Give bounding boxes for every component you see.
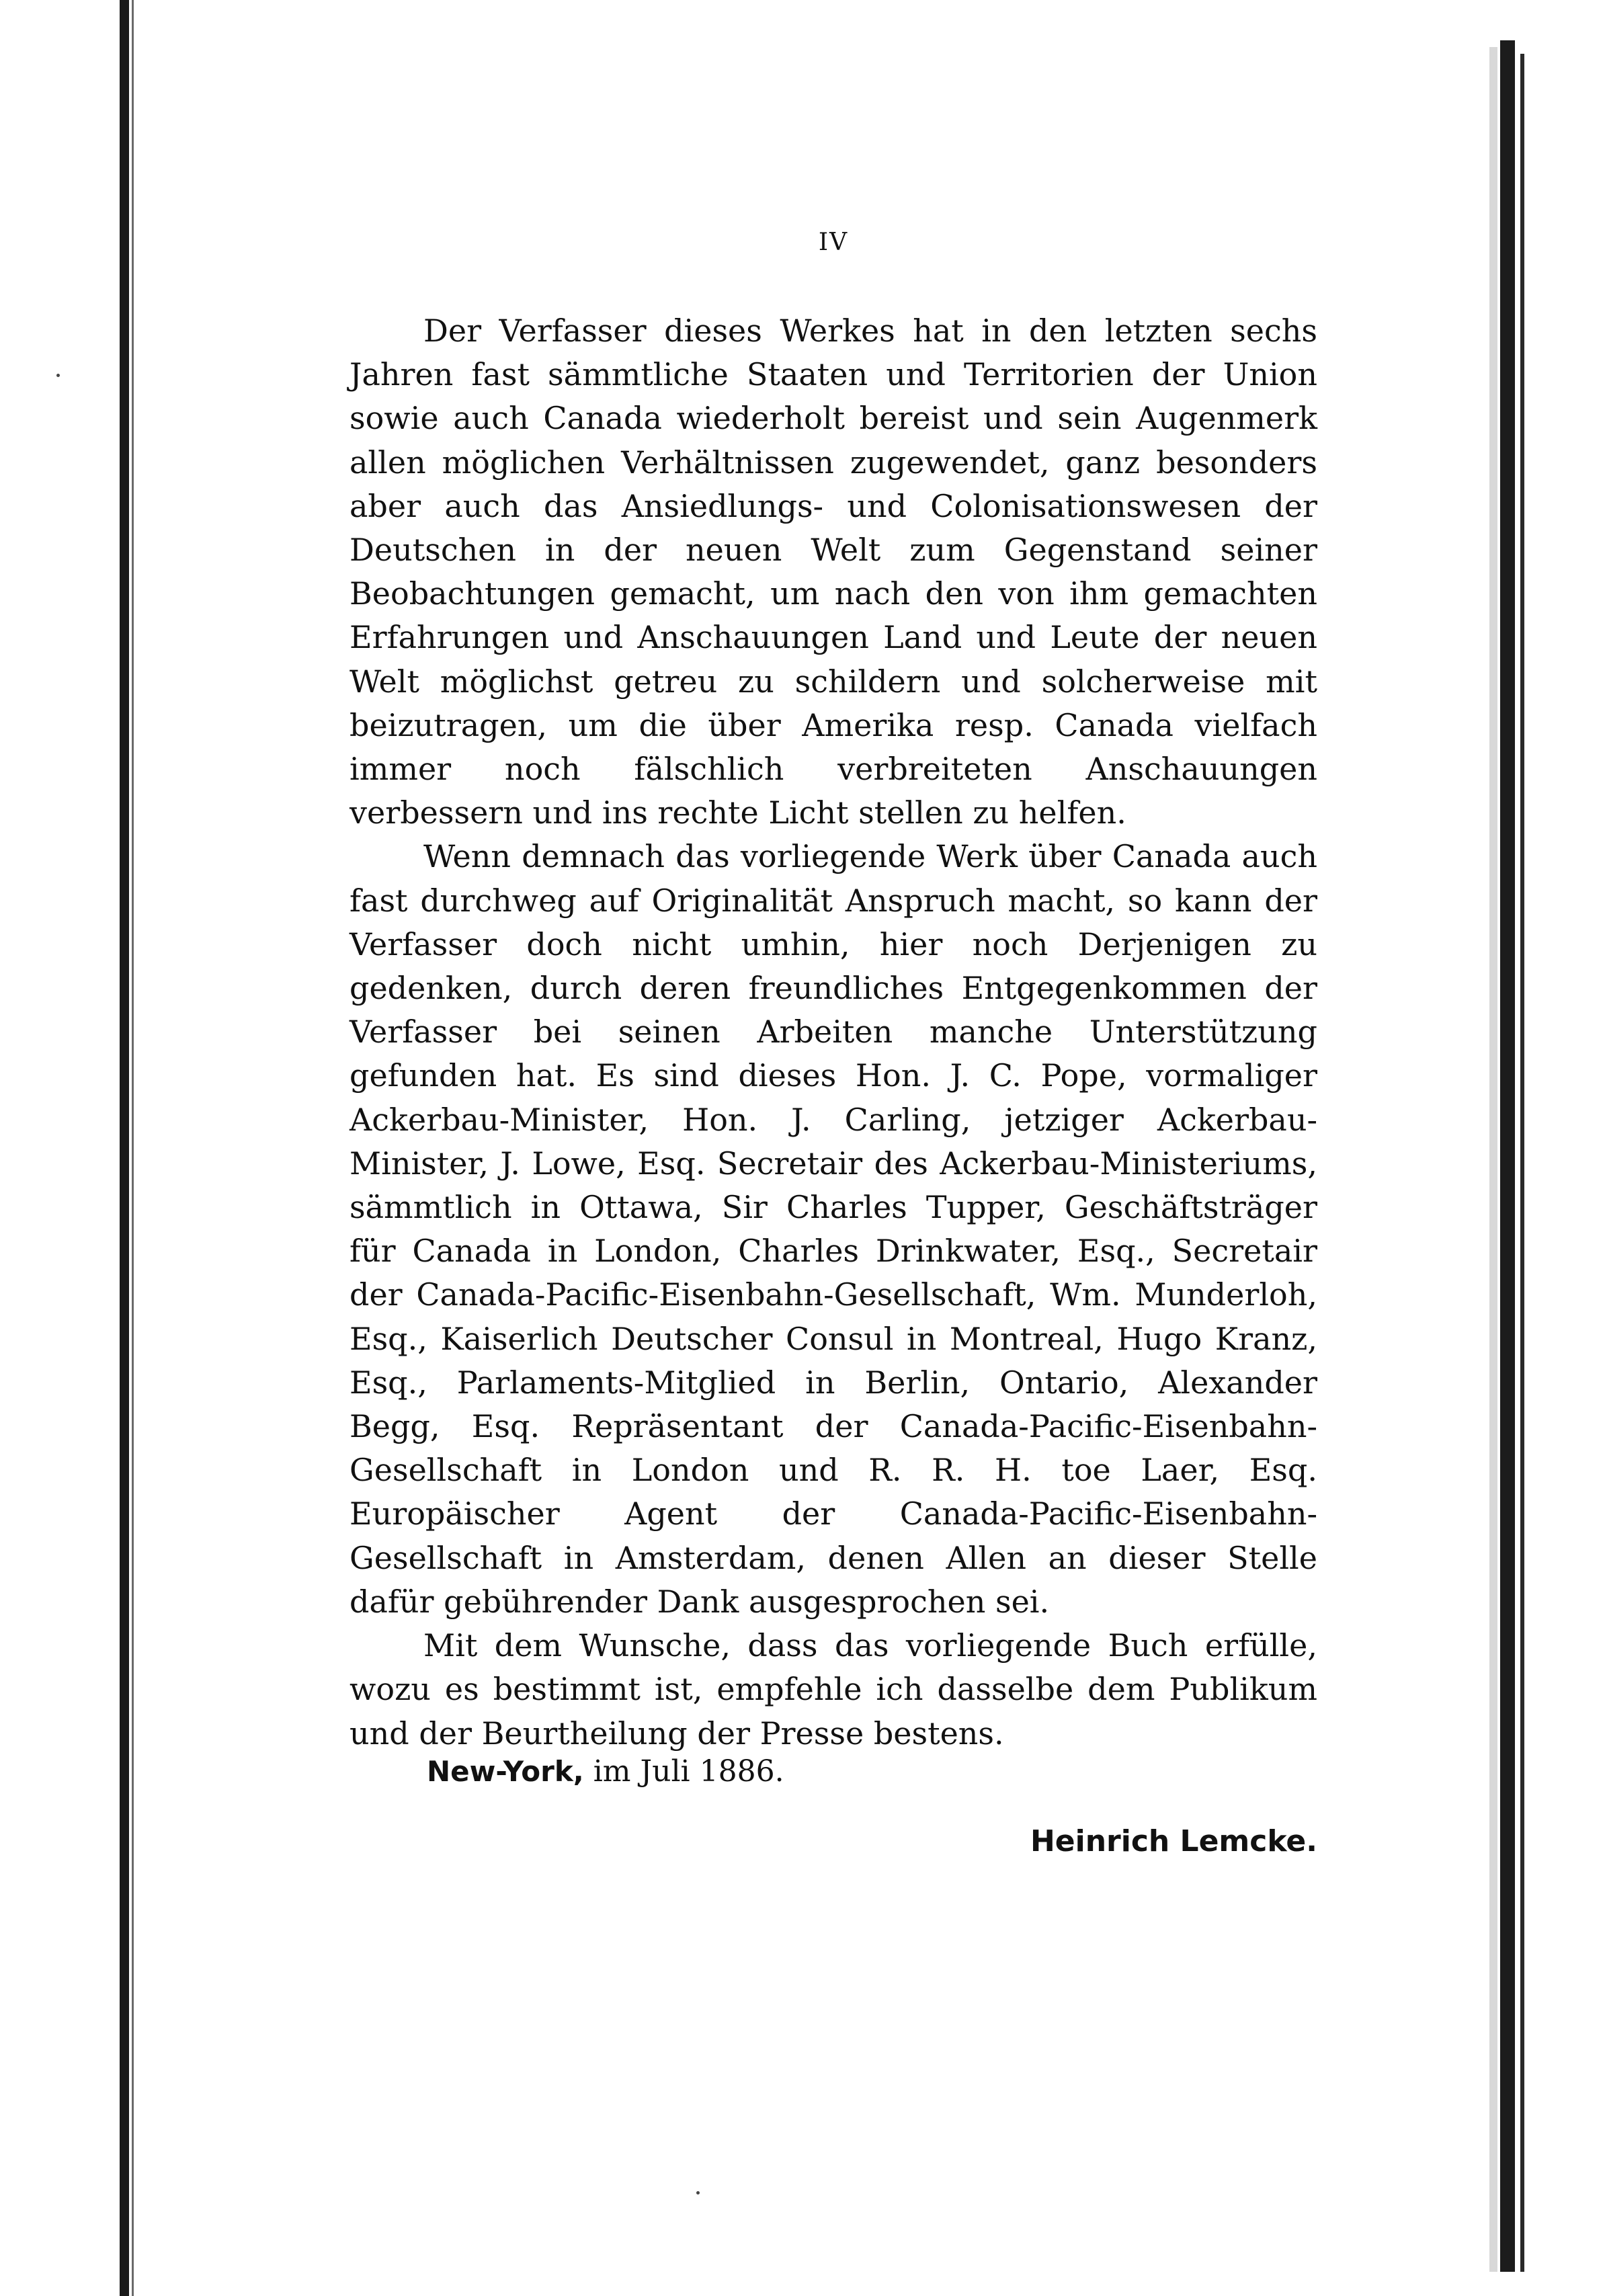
date-text: im Juli 1886. bbox=[593, 1754, 784, 1789]
body-text bbox=[349, 309, 1317, 1756]
left-binding-shadow bbox=[132, 0, 134, 2296]
left-binding-edge bbox=[120, 0, 129, 2296]
scan-speck bbox=[696, 2191, 700, 2195]
right-page-outer-edge bbox=[1520, 54, 1524, 2272]
page-content bbox=[349, 229, 1317, 1976]
right-page-shade bbox=[1489, 47, 1497, 2272]
right-page-edge bbox=[1500, 40, 1515, 2272]
page-number: IV bbox=[818, 229, 849, 256]
author-signature: Heinrich Lemcke. bbox=[1030, 1824, 1317, 1858]
paragraph-3: Mit dem Wunsche, dass das vorliegende Buch erfülle, wozu es bestimmt ist, empfehle ich dasselbe dem Publikum und der Beurtheilung der Presse bestens. bbox=[349, 1627, 1317, 1752]
place-name: New-York, bbox=[427, 1755, 584, 1788]
scan-speck bbox=[56, 374, 60, 377]
paragraph-1: Der Verfasser dieses Werkes hat in den letzten sechs Jahren fast sämmtliche Staaten und Territorien der Union sowie auch Canada wiederholt bereist und sein Augenmerk allen möglichen Verhältnissen zugewendet, ganz besonders aber auch das Ansiedlungs- und Colonisationswesen der Deutschen in der neuen Welt zum Gegenstand seiner Beobachtungen gemacht, um nach den von ihm gemachten Erfahrungen und Anschauungen Land und Leute der neuen Welt möglichst getreu zu schildern und solcherweise mit beizutragen, um die über Amerika resp. Canada vielfach immer noch fälschlich verbreiteten Anschauungen verbessern und ins rechte Licht stellen zu helfen. bbox=[349, 313, 1317, 831]
place-date-line bbox=[427, 1754, 784, 1789]
paragraph-2: Wenn demnach das vorliegende Werk über Canada auch fast durchweg auf Originalität Anspruch macht, so kann der Verfasser doch nicht umhin, hier noch Derjenigen zu gedenken, durch deren freundliches Entgegenkommen der Verfasser bei seinen Arbeiten manche Unterstützung gefunden hat. Es sind dieses Hon. J. C. Pope, vormaliger Ackerbau-Minister, Hon. J. Carling, jetziger Ackerbau-Minister, J. Lowe, Esq. Secretair des Ackerbau-Ministeriums, sämmtlich in Ottawa, Sir Charles Tupper, Geschäftsträger für Canada in London, Charles Drinkwater, Esq., Secretair der Canada-Pacific-Eisenbahn-Gesellschaft, Wm. Munderloh, Esq., Kaiserlich Deutscher Consul in Montreal, Hugo Kranz, Esq., Parlaments-Mitglied in Berlin, Ontario, Alexander Begg, Esq. Repräsentant der Canada-Pacific-Eisenbahn-Gesellschaft in London und R. R. H. toe Laer, Esq. Europäischer Agent der Canada-Pacific-Eisenbahn-Gesellschaft in Amsterdam, denen Allen an dieser Stelle dafür gebührender Dank ausgesprochen sei. bbox=[349, 838, 1317, 1620]
